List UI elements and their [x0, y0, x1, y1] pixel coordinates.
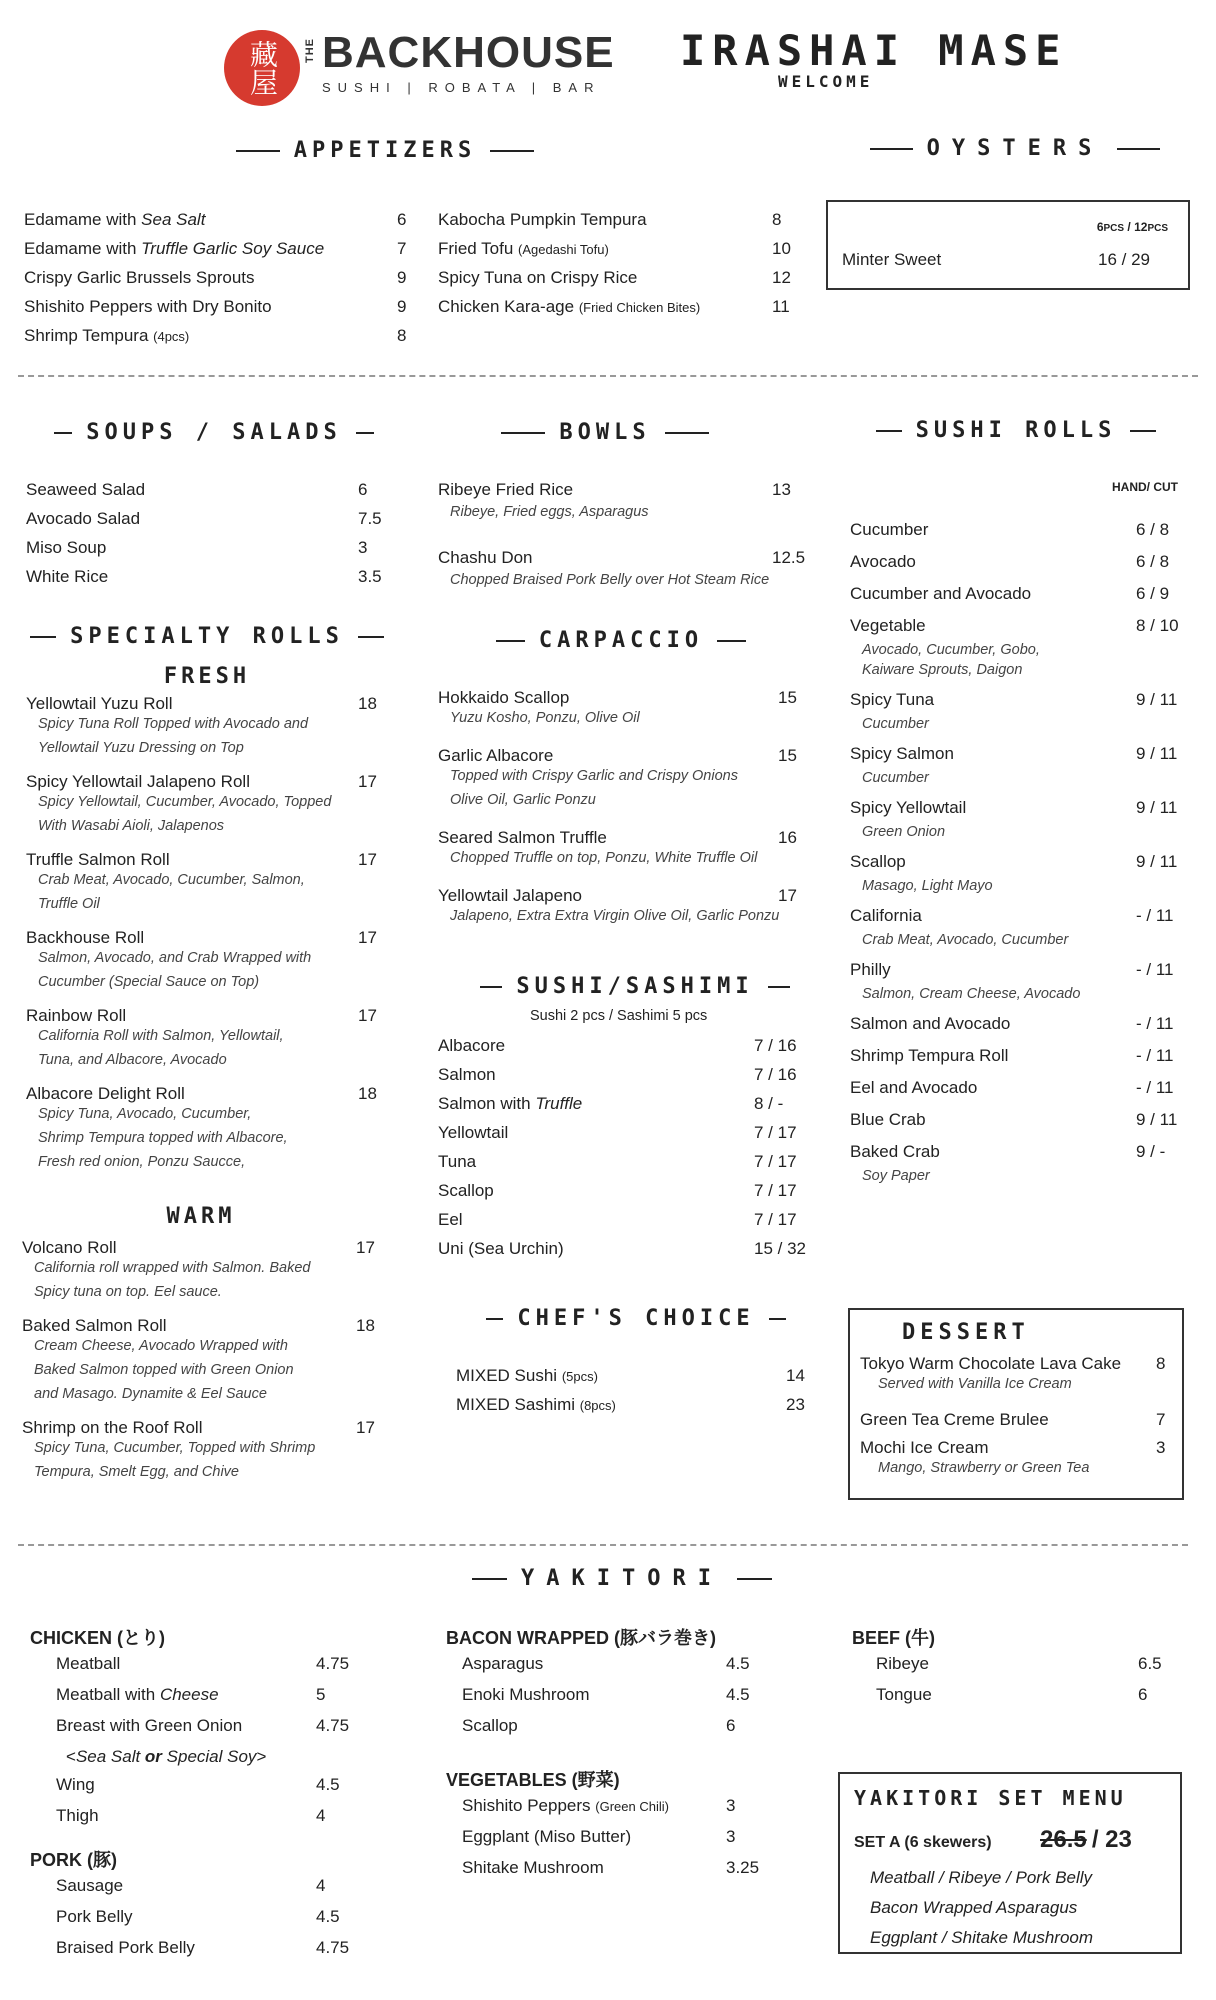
menu-item-name: Braised Pork Belly [56, 1938, 195, 1957]
menu-item-name: Shrimp on the Roof Roll [22, 1418, 203, 1437]
menu-item-price: 7 [397, 239, 407, 258]
menu-item-name: Scallop [850, 852, 906, 871]
menu-item-name: Baked Crab [850, 1142, 940, 1161]
menu-item-name: Yellowtail Jalapeno [438, 886, 582, 905]
menu-item-description: Ribeye, Fried eggs, Asparagus [450, 504, 649, 520]
menu-item-price: 3.25 [726, 1858, 760, 1877]
menu-item-price: 3 [726, 1796, 736, 1815]
menu-item-name: Meatball [56, 1654, 121, 1673]
brand-tagline: SUSHI | ROBATA | BAR [322, 80, 601, 95]
set-a-line: Bacon Wrapped Asparagus [870, 1898, 1078, 1917]
menu-item-name: Meatball with Cheese [56, 1685, 219, 1704]
menu-item-description: Yuzu Kosho, Ponzu, Olive Oil [450, 710, 640, 726]
menu-item-price: 3 [1156, 1438, 1166, 1457]
menu-item-price: - / 11 [1136, 1014, 1174, 1033]
menu-item-name: Chashu Don [438, 548, 533, 567]
menu-item-price: 12.5 [772, 548, 806, 567]
menu-item-price: 15 / 32 [754, 1239, 806, 1258]
yakitori-chicken-label: CHICKEN (とり) [30, 1628, 165, 1648]
menu-item-name: Spicy Tuna [850, 690, 935, 709]
menu-item-name: Scallop [462, 1716, 518, 1735]
menu-item-name: Seaweed Salad [26, 480, 146, 499]
menu-item-price: 3 [358, 538, 368, 557]
menu-item-name: Kabocha Pumpkin Tempura [438, 210, 647, 229]
menu-item-price: 4.75 [316, 1938, 350, 1957]
menu-item-name: Backhouse Roll [26, 928, 145, 947]
menu-item-description: With Wasabi Aioli, Jalapenos [38, 818, 225, 834]
menu-item-price: 8 / 10 [1136, 616, 1179, 635]
menu-item-price: 7 [1156, 1410, 1166, 1429]
menu-item-price: 4 [316, 1876, 326, 1895]
menu-item-price: 6 / 9 [1136, 584, 1170, 603]
brand-name: BACKHOUSE [322, 28, 615, 77]
menu-item-description: Salmon, Cream Cheese, Avocado [862, 986, 1081, 1002]
menu-item-price: 8 [772, 210, 782, 229]
sushi-sashimi-heading: SUSHI/SASHIMI [480, 974, 790, 999]
chefs-choice-heading: CHEF'S CHOICE [486, 1306, 786, 1331]
menu-item-price: 15 [778, 688, 797, 707]
menu-item-name: Salmon [438, 1065, 496, 1084]
menu-item-name: Yellowtail [438, 1123, 509, 1142]
menu-item-price: 12 [772, 268, 791, 287]
menu-item-description: California Roll with Salmon, Yellowtail, [38, 1028, 284, 1044]
set-a-line: Eggplant / Shitake Mushroom [870, 1928, 1094, 1947]
menu-item-description: Soy Paper [862, 1168, 930, 1184]
menu-item-name: Truffle Salmon Roll [26, 850, 170, 869]
set-a-price [1040, 1826, 1132, 1854]
menu-item-name: MIXED Sushi (5pcs) [456, 1366, 598, 1385]
menu-item-name: Tokyo Warm Chocolate Lava Cake [860, 1354, 1122, 1373]
menu-item-name: Spicy Yellowtail Jalapeno Roll [26, 772, 250, 791]
menu-item-price: 11 [772, 297, 790, 316]
brand-prefix: THE [304, 38, 316, 63]
menu-item-name: Albacore Delight Roll [26, 1084, 185, 1103]
set-a-label: SET A (6 skewers) [854, 1834, 992, 1851]
menu-item-description: Spicy Tuna, Cucumber, Topped with Shrimp [34, 1440, 316, 1456]
menu-item-description: and Masago. Dynamite & Eel Sauce [34, 1386, 267, 1402]
menu-item-description: Shrimp Tempura topped with Albacore, [38, 1130, 288, 1146]
oyster-item-name: Minter Sweet [842, 250, 942, 269]
menu-item-description: Yellowtail Yuzu Dressing on Top [38, 740, 244, 756]
menu-item-name: Blue Crab [850, 1110, 926, 1129]
menu-item-description: Kaiware Sprouts, Daigon [862, 662, 1023, 678]
menu-item-price: 18 [358, 1084, 377, 1103]
menu-item-description: Chopped Braised Pork Belly over Hot Steam Rice [450, 572, 770, 588]
menu-item-price: 17 [356, 1238, 375, 1257]
oysters-heading: OYSTERS [870, 136, 1160, 161]
menu-item-price: 7 / 16 [754, 1036, 797, 1055]
menu-item-name: Salmon and Avocado [850, 1014, 1011, 1033]
menu-item-price: 9 [397, 268, 407, 287]
yakitori-bacon-label: BACON WRAPPED (豚バラ巻き) [446, 1628, 716, 1648]
menu-item-name: Avocado Salad [26, 509, 141, 528]
menu-item-name: Ribeye [876, 1654, 929, 1673]
menu-item-name: White Rice [26, 567, 109, 586]
oysters-column-header: 6PCS / 12PCS [1096, 220, 1168, 234]
menu-item-price: - / 11 [1136, 1046, 1174, 1065]
menu-item-price: 6 [397, 210, 407, 229]
welcome-title: IRASHAI MASE [680, 26, 1068, 75]
menu-item-price: 17 [358, 850, 377, 869]
logo-seal: 藏屋 [224, 30, 300, 106]
menu-item-name: Chicken Kara-age (Fried Chicken Bites) [438, 297, 701, 316]
welcome-subtitle: WELCOME [778, 72, 874, 91]
menu-item-price: 10 [772, 239, 791, 258]
menu-item-name: Thigh [56, 1806, 99, 1825]
oyster-item-price: 16 / 29 [1098, 250, 1150, 269]
menu-item-description: Baked Salmon topped with Green Onion [34, 1362, 294, 1378]
dessert-box [848, 1308, 1184, 1500]
menu-item-price: 4.5 [726, 1685, 750, 1704]
fresh-subheading: FRESH [163, 664, 251, 689]
menu-item-name: Garlic Albacore [438, 746, 554, 765]
menu-item-price: 6 / 8 [1136, 552, 1170, 571]
menu-item-description: Spicy Tuna, Avocado, Cucumber, [38, 1106, 252, 1122]
set-a-new-price: / 23 [1091, 1826, 1132, 1853]
menu-item-description: Tempura, Smelt Egg, and Chive [34, 1464, 239, 1480]
menu-item-price: - / 11 [1136, 906, 1174, 925]
menu-item-description: Green Onion [862, 824, 946, 840]
menu-item-description: Topped with Crispy Garlic and Crispy Onions [450, 768, 738, 784]
menu-item-description: Crab Meat, Avocado, Cucumber, Salmon, [38, 872, 305, 888]
sushi-rolls-column-header: HAND/ CUT [1112, 480, 1178, 494]
menu-item-name: Hokkaido Scallop [438, 688, 570, 707]
menu-item-name: Cucumber and Avocado [850, 584, 1032, 603]
menu-item-description: Salmon, Avocado, and Crab Wrapped with [38, 950, 312, 966]
menu-item-price: 8 / - [754, 1094, 784, 1113]
bowls-heading: BOWLS [500, 420, 710, 445]
appetizers-heading: APPETIZERS [230, 138, 540, 163]
menu-item-name: Cucumber [850, 520, 929, 539]
menu-item-name: Shishito Peppers with Dry Bonito [24, 297, 272, 316]
menu-item-price: 9 / 11 [1136, 744, 1178, 763]
oysters-box [826, 200, 1190, 290]
menu-item-name: Spicy Yellowtail [850, 798, 967, 817]
menu-item-price: - / 11 [1136, 960, 1174, 979]
menu-item-name: Shrimp Tempura (4pcs) [24, 326, 190, 345]
menu-item-price: 6 / 8 [1136, 520, 1170, 539]
menu-item-description: Chopped Truffle on top, Ponzu, White Truffle Oil [450, 850, 758, 866]
menu-item-name: California [850, 906, 922, 925]
menu-item-price: 15 [778, 746, 797, 765]
yakitori-set-menu-box [838, 1772, 1182, 1954]
menu-item-price: 14 [786, 1366, 805, 1385]
menu-item-description: Cucumber [862, 770, 929, 786]
set-a-old-price: 26.5 [1040, 1826, 1087, 1853]
menu-item-name: Seared Salmon Truffle [438, 828, 607, 847]
menu-item-name: Vegetable [850, 616, 926, 635]
menu-item-name: Crispy Garlic Brussels Sprouts [24, 268, 255, 287]
menu-item-description: California roll wrapped with Salmon. Baked [34, 1260, 311, 1276]
menu-item-name: Eggplant (Miso Butter) [462, 1827, 632, 1846]
menu-item-name: Volcano Roll [22, 1238, 117, 1257]
menu-item-price: 23 [786, 1395, 805, 1414]
menu-item-description: Masago, Light Mayo [862, 878, 993, 894]
menu-item-price: 18 [356, 1316, 375, 1335]
menu-item-price: 4.5 [726, 1654, 750, 1673]
menu-item-description: Spicy tuna on top. Eel sauce. [34, 1284, 222, 1300]
yakitori-pork-label: PORK (豚) [30, 1850, 117, 1870]
menu-item-description: Cream Cheese, Avocado Wrapped with [34, 1338, 288, 1354]
yakitori-beef-label: BEEF (牛) [852, 1628, 935, 1648]
menu-item-name: MIXED Sashimi (8pcs) [456, 1395, 616, 1414]
menu-item-description: Fresh red onion, Ponzu Saucce, [38, 1154, 246, 1170]
menu-item-name: Edamame with Truffle Garlic Soy Sauce [24, 239, 325, 258]
menu-item-name: Rainbow Roll [26, 1006, 127, 1025]
menu-item-price: 17 [356, 1418, 375, 1437]
menu-item-price: 9 / - [1136, 1142, 1166, 1161]
menu-item-price: 7 / 17 [754, 1123, 797, 1142]
menu-item-name: Pork Belly [56, 1907, 133, 1926]
menu-item-name: Yellowtail Yuzu Roll [26, 694, 173, 713]
yakitori-vegetables-label: VEGETABLES (野菜) [446, 1770, 620, 1790]
menu-item-price: 17 [778, 886, 797, 905]
menu-item-name: Ribeye Fried Rice [438, 480, 574, 499]
menu-item-price: 7 / 17 [754, 1181, 797, 1200]
menu-item-name: Baked Salmon Roll [22, 1316, 167, 1335]
menu-item-description: Tuna, and Albacore, Avocado [38, 1052, 227, 1068]
menu-item-name: Wing [56, 1775, 95, 1794]
menu-item-price: 7 / 17 [754, 1152, 797, 1171]
menu-item-description: Crab Meat, Avocado, Cucumber [862, 932, 1069, 948]
menu-item-price: 4.75 [316, 1654, 350, 1673]
menu-item-name: Philly [850, 960, 891, 979]
menu-item-name: Spicy Salmon [850, 744, 954, 763]
menu-item-description: Served with Vanilla Ice Cream [878, 1376, 1072, 1392]
menu-item-price: 4.75 [316, 1716, 350, 1735]
specialty-rolls-heading: SPECIALTY ROLLS [30, 624, 384, 649]
menu-item-name: Spicy Tuna on Crispy Rice [438, 268, 638, 287]
menu-item-name: Breast with Green Onion [56, 1716, 243, 1735]
menu-item-price: 6.5 [1138, 1654, 1162, 1673]
menu-item-price: 17 [358, 772, 377, 791]
menu-item-name: Enoki Mushroom [462, 1685, 590, 1704]
menu-item-price: 9 [397, 297, 407, 316]
menu-item-description: Olive Oil, Garlic Ponzu [450, 792, 596, 808]
set-a-line: Meatball / Ribeye / Pork Belly [870, 1868, 1093, 1887]
divider-2 [18, 1544, 1188, 1546]
menu-item-name: Sausage [56, 1876, 124, 1895]
menu-item-name: Miso Soup [26, 538, 107, 557]
menu-item-description: Spicy Tuna Roll Topped with Avocado and [38, 716, 309, 732]
menu-item-price: 8 [1156, 1354, 1166, 1373]
menu-item-price: 13 [772, 480, 791, 499]
menu-item-price: 7 / 17 [754, 1210, 797, 1229]
menu-item-price: 3 [726, 1827, 736, 1846]
menu-item-name: Eel and Avocado [850, 1078, 978, 1097]
menu-item-price: 6 [726, 1716, 736, 1735]
warm-subheading: WARM [166, 1204, 236, 1229]
menu-item-name: Tuna [438, 1152, 477, 1171]
menu-item-name: Edamame with Sea Salt [24, 210, 206, 229]
menu-item-name: Fried Tofu (Agedashi Tofu) [438, 239, 609, 258]
menu-item-price: 7 / 16 [754, 1065, 797, 1084]
menu-item-price: 6 [358, 480, 368, 499]
menu-item-name: Avocado [850, 552, 916, 571]
menu-item-price: 3.5 [358, 567, 382, 586]
menu-item-price: 9 / 11 [1136, 852, 1178, 871]
breast-sauce-note: <Sea Salt or Special Soy> [66, 1747, 267, 1766]
menu-item-price: 18 [358, 694, 377, 713]
menu-item-name: Albacore [438, 1036, 506, 1055]
dessert-heading: DESSERT [902, 1320, 1030, 1345]
menu-item-price: 5 [316, 1685, 326, 1704]
menu-item-price: 7.5 [358, 509, 382, 528]
sushi-rolls-heading: SUSHI ROLLS [876, 418, 1156, 443]
menu-item-name: Eel [438, 1210, 463, 1229]
menu-item-name: Green Tea Creme Brulee [860, 1410, 1049, 1429]
menu-item-name: Uni (Sea Urchin) [438, 1239, 564, 1258]
set-menu-title: YAKITORI SET MENU [854, 1786, 1127, 1810]
menu-item-price: - / 11 [1136, 1078, 1174, 1097]
menu-item-name: Shitake Mushroom [462, 1858, 604, 1877]
menu-item-name: Asparagus [462, 1654, 544, 1673]
menu-item-description: Truffle Oil [38, 896, 100, 912]
divider-1 [18, 375, 1198, 377]
menu-item-name: Tongue [876, 1685, 932, 1704]
menu-item-description: Cucumber (Special Sauce on Top) [38, 974, 260, 990]
carpaccio-heading: CARPACCIO [496, 628, 746, 653]
menu-item-price: 17 [358, 928, 377, 947]
menu-item-name: Mochi Ice Cream [860, 1438, 989, 1457]
menu-item-price: 4 [316, 1806, 326, 1825]
menu-item-price: 4.5 [316, 1775, 340, 1794]
menu-item-price: 9 / 11 [1136, 798, 1178, 817]
menu-item-description: Jalapeno, Extra Extra Virgin Olive Oil, Garlic Ponzu [450, 908, 780, 924]
menu-item-description: Mango, Strawberry or Green Tea [878, 1460, 1090, 1476]
menu-item-name: Shrimp Tempura Roll [850, 1046, 1009, 1065]
sushi-sashimi-subtitle: Sushi 2 pcs / Sashimi 5 pcs [530, 1008, 708, 1024]
menu-item-price: 8 [397, 326, 407, 345]
menu-item-price: 4.5 [316, 1907, 340, 1926]
menu-item-description: Avocado, Cucumber, Gobo, [862, 642, 1040, 658]
soups-salads-heading: SOUPS / SALADS [54, 420, 374, 445]
menu-item-name: Salmon with Truffle [438, 1094, 583, 1113]
menu-item-price: 6 [1138, 1685, 1148, 1704]
menu-item-price: 9 / 11 [1136, 1110, 1178, 1129]
menu-item-name: Scallop [438, 1181, 494, 1200]
menu-item-description: Spicy Yellowtail, Cucumber, Avocado, Topped [38, 794, 332, 810]
menu-item-name: Shishito Peppers (Green Chili) [462, 1796, 669, 1815]
menu-item-price: 16 [778, 828, 797, 847]
menu-item-description: Cucumber [862, 716, 929, 732]
yakitori-heading: YAKITORI [472, 1566, 772, 1591]
menu-item-price: 17 [358, 1006, 377, 1025]
menu-item-price: 9 / 11 [1136, 690, 1178, 709]
